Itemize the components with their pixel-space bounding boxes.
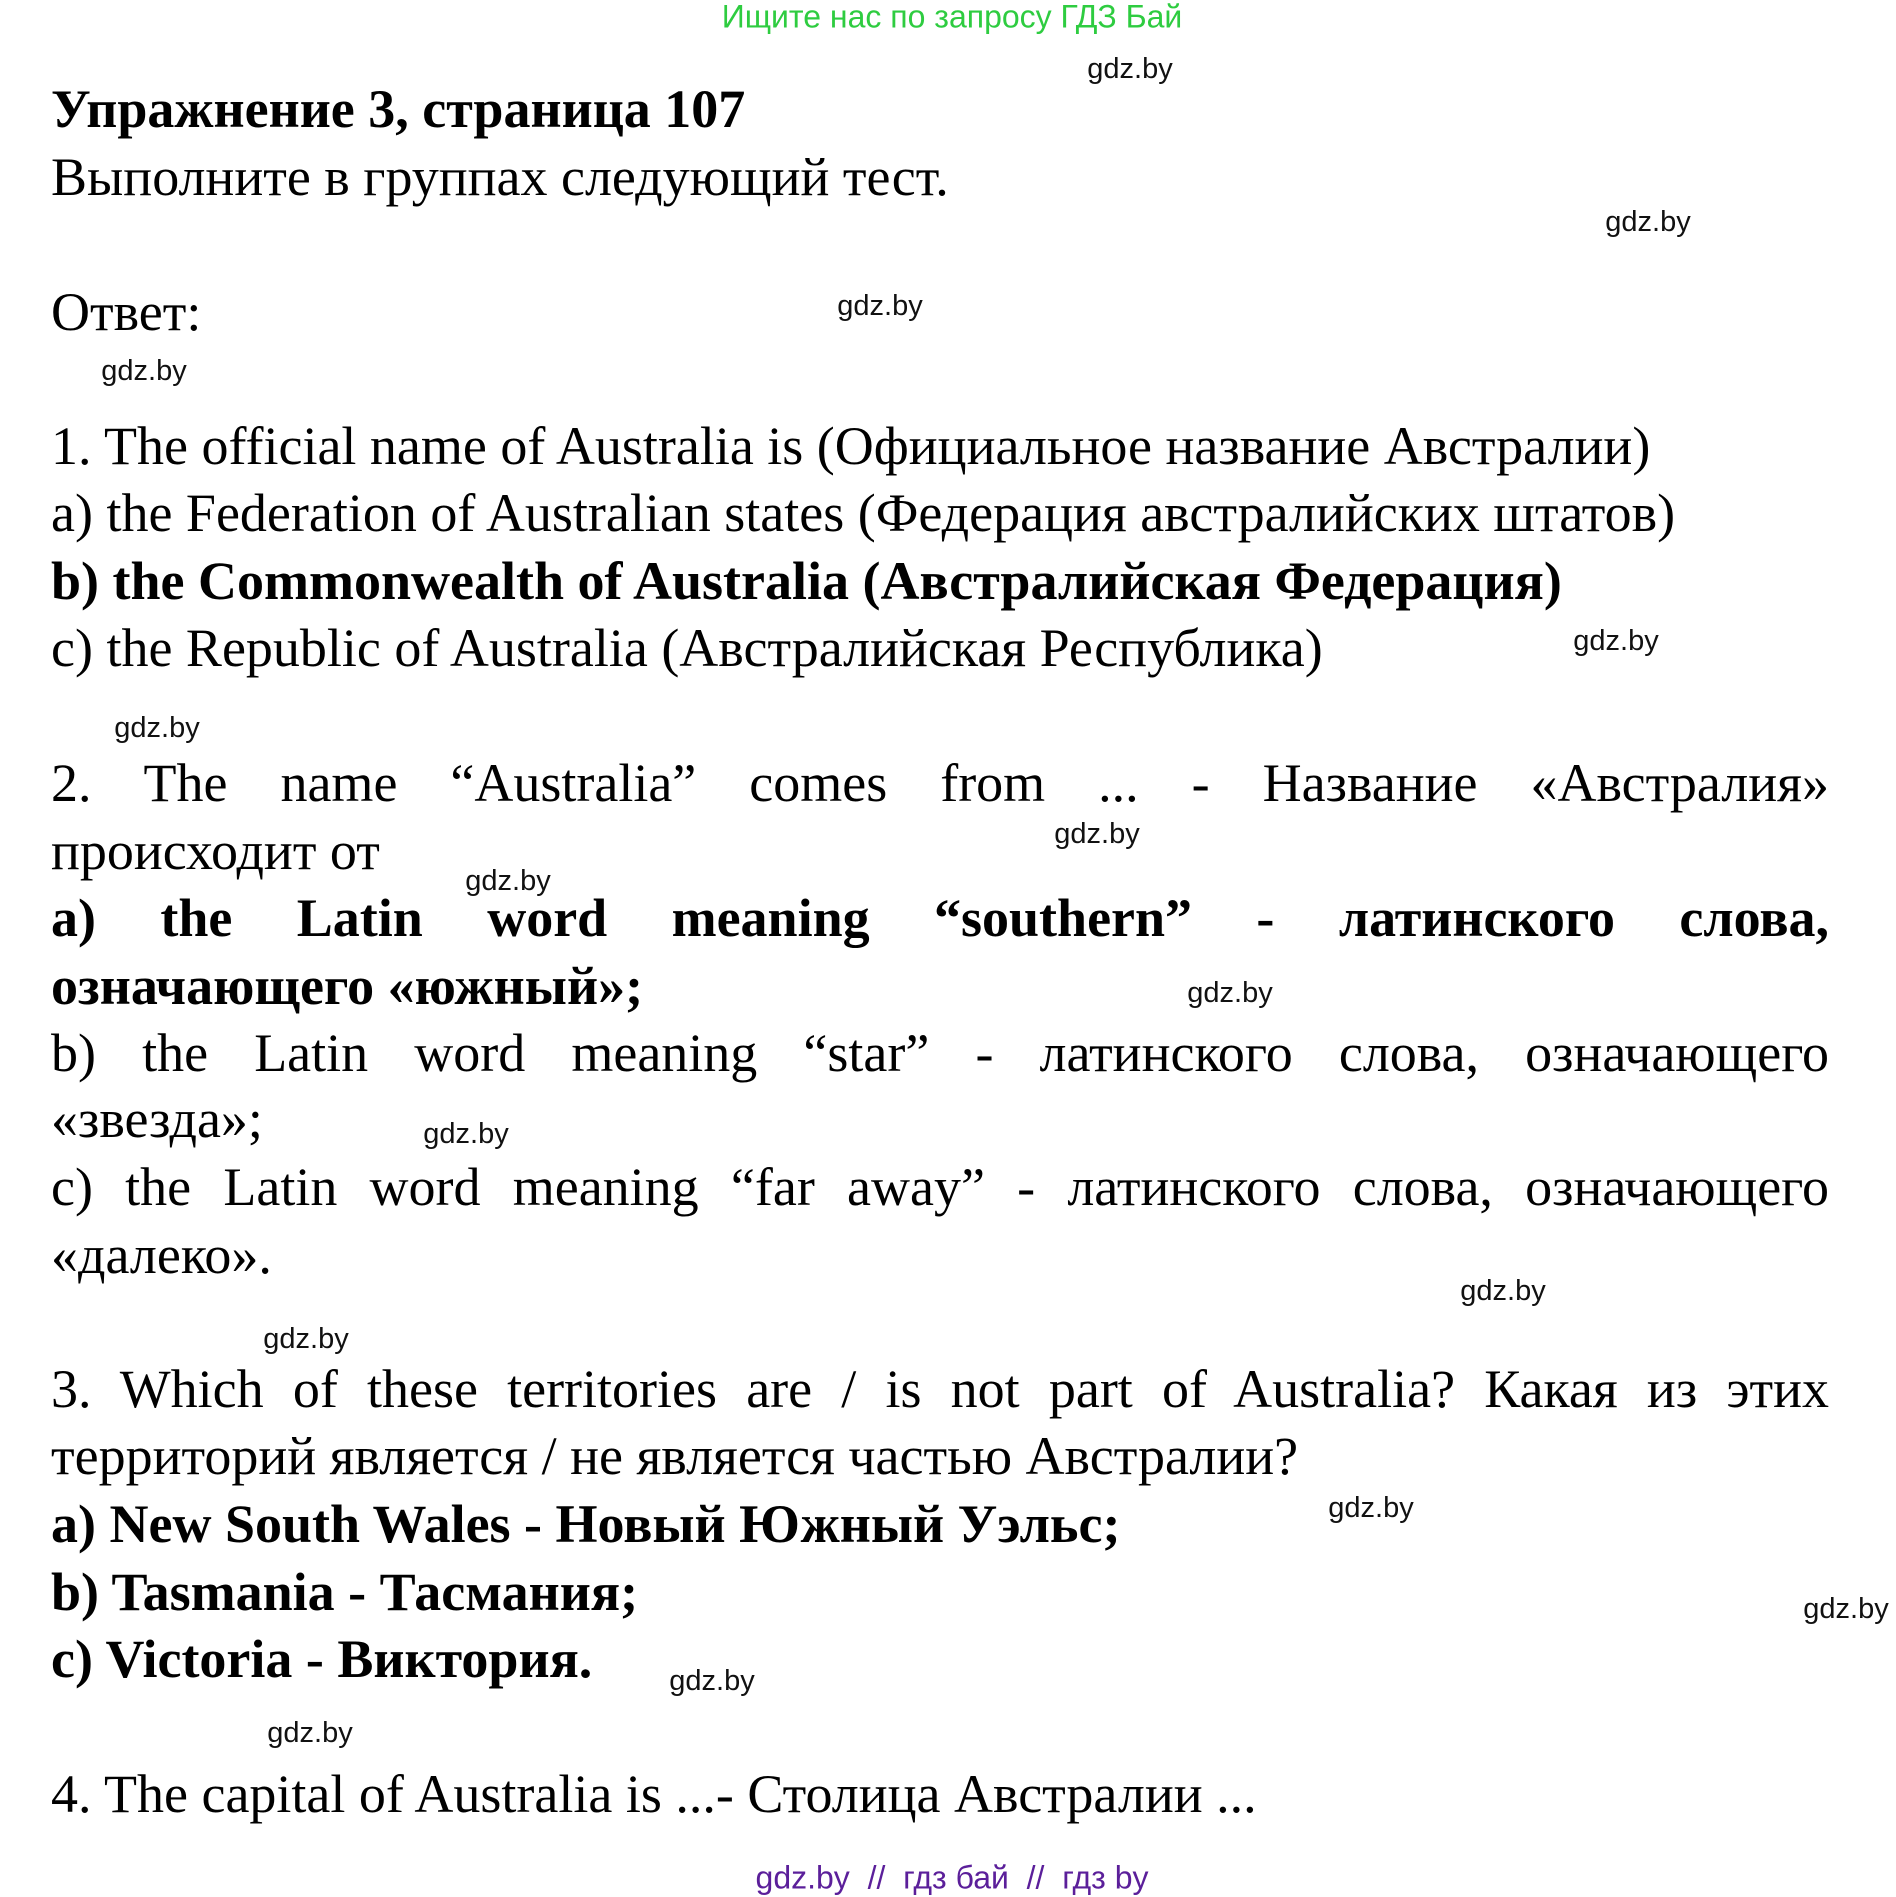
search-banner: Ищите нас по запросу ГДЗ Бай [721, 0, 1183, 35]
answer-label: Ответ: [51, 282, 202, 342]
watermark: gdz.by [1054, 818, 1140, 850]
q2-option-c-line1: c) the Latin word meaning “far away” - латинского слова, означающего [51, 1157, 1829, 1217]
q2-option-a-line1: a) the Latin word meaning “southern” - латинского слова, [51, 888, 1829, 948]
q3-question-line2: территорий является / не является частью Австралии? [51, 1426, 1299, 1486]
watermark: gdz.by [101, 355, 187, 387]
q3-question-line1: 3. Which of these territories are / is not part of Australia? Какая из этих [51, 1359, 1829, 1419]
q4-question: 4. The capital of Australia is ...- Столица Австралии ... [51, 1764, 1257, 1824]
footer-watermark: gdz.by // гдз бай // гдз by [755, 1859, 1149, 1896]
q2-option-a-line2: означающего «южный»; [51, 956, 644, 1016]
q1-question: 1. The official name of Australia is (Официальное название Австралии) [51, 416, 1651, 476]
q3-option-c: c) Victoria - Виктория. [51, 1629, 593, 1689]
watermark: gdz.by [114, 712, 200, 744]
page-title: Упражнение 3, страница 107 [51, 79, 746, 139]
q2-question-line1: 2. The name “Australia” comes from ... - Название «Австралия» [51, 753, 1829, 813]
q3-option-a: a) New South Wales - Новый Южный Уэльс; [51, 1494, 1121, 1554]
q2-option-c-line2: «далеко». [51, 1225, 272, 1285]
watermark: gdz.by [263, 1323, 349, 1355]
q2-question-line2: происходит от [51, 821, 380, 881]
watermark: gdz.by [1803, 1593, 1889, 1625]
q2-option-b-line2: «звезда»; [51, 1089, 263, 1149]
watermark: gdz.by [1087, 53, 1173, 85]
watermark: gdz.by [465, 865, 551, 897]
watermark: gdz.by [669, 1665, 755, 1697]
watermark: gdz.by [423, 1118, 509, 1150]
q1-option-b-correct: b) the Commonwealth of Australia (Австралийская Федерация) [51, 551, 1562, 611]
q1-option-c: c) the Republic of Australia (Австралийская Республика) [51, 618, 1323, 678]
watermark: gdz.by [1328, 1492, 1414, 1524]
watermark: gdz.by [1460, 1275, 1546, 1307]
task-text: Выполните в группах следующий тест. [51, 147, 949, 207]
q1-option-a: a) the Federation of Australian states (Федерация австралийских штатов) [51, 483, 1676, 543]
q2-option-b-line1: b) the Latin word meaning “star” - латинского слова, означающего [51, 1023, 1829, 1083]
watermark: gdz.by [1187, 977, 1273, 1009]
watermark: gdz.by [1573, 625, 1659, 657]
q3-option-b: b) Tasmania - Тасмания; [51, 1562, 639, 1622]
watermark: gdz.by [267, 1717, 353, 1749]
watermark: gdz.by [1605, 206, 1691, 238]
watermark: gdz.by [837, 290, 923, 322]
